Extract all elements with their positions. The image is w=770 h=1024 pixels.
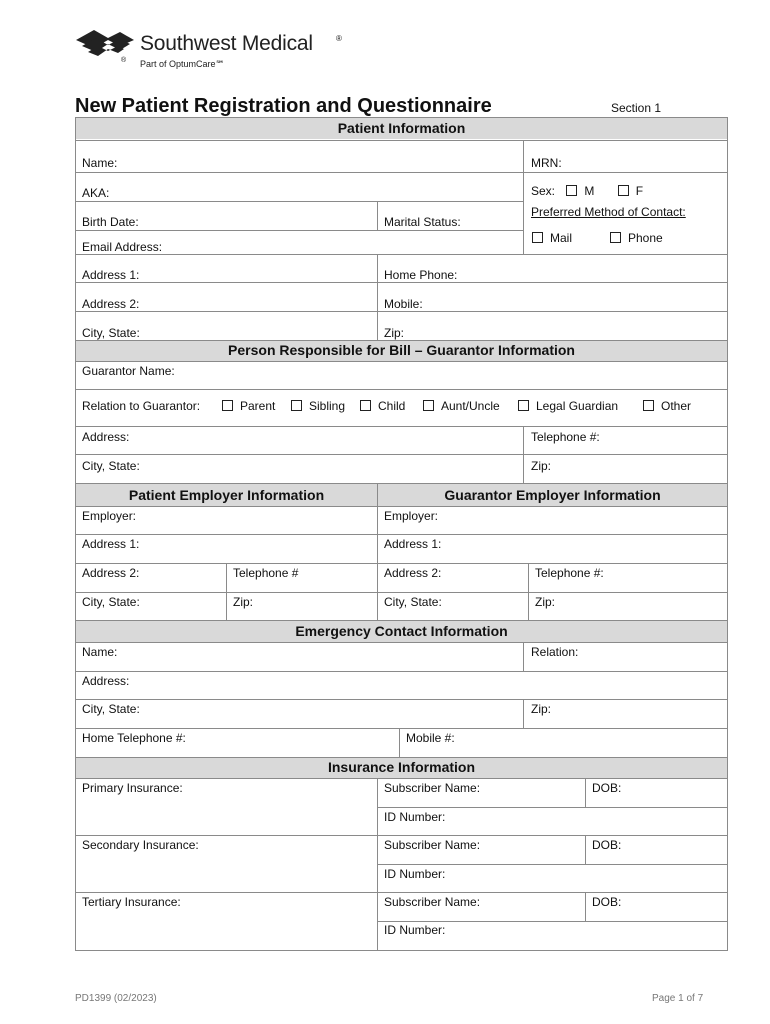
checkbox-icon xyxy=(518,400,529,411)
tertiary-id-field[interactable]: ID Number: xyxy=(384,923,446,937)
checkbox-icon xyxy=(423,400,434,411)
section-label: Section 1 xyxy=(611,101,662,115)
sex-m-checkbox[interactable] xyxy=(566,184,594,198)
rule xyxy=(75,671,728,672)
rule xyxy=(75,892,728,893)
rule xyxy=(377,201,378,230)
guarantor-header: Person Responsible for Bill – Guarantor Information xyxy=(228,342,575,358)
page-title: New Patient Registration and Questionnaire xyxy=(75,95,492,117)
primary-insurance-field[interactable]: Primary Insurance: xyxy=(82,781,183,795)
rule xyxy=(75,534,728,535)
rule xyxy=(585,835,586,864)
rule xyxy=(75,140,728,141)
rule xyxy=(75,340,728,341)
patient-employer-city-state-field[interactable]: City, State: xyxy=(82,595,140,609)
guarantor-employer-address2-field[interactable]: Address 2: xyxy=(384,566,442,580)
option-label: Other xyxy=(661,399,692,413)
rule xyxy=(523,642,524,671)
birth-date-field[interactable]: Birth Date: xyxy=(82,215,139,229)
patient-employer-zip-field[interactable]: Zip: xyxy=(233,595,254,609)
rule xyxy=(585,892,586,921)
checkbox-icon xyxy=(610,232,621,243)
guarantor-employer-address1-field[interactable]: Address 1: xyxy=(384,537,442,551)
primary-subscriber-field[interactable]: Subscriber Name: xyxy=(384,781,481,795)
patient-info-header: Patient Information xyxy=(337,120,466,136)
sex-f-label: F xyxy=(635,184,644,198)
emergency-address-field[interactable]: Address: xyxy=(82,674,130,688)
secondary-subscriber-field[interactable]: Subscriber Name: xyxy=(384,838,481,852)
emergency-home-tel-field[interactable]: Home Telephone #: xyxy=(82,731,186,745)
rule xyxy=(75,563,728,564)
rule xyxy=(75,728,728,729)
address1-field[interactable]: Address 1: xyxy=(82,268,140,282)
rule xyxy=(75,361,728,362)
patient-employer-telephone-field[interactable]: Telephone # xyxy=(233,566,299,580)
sex-f-checkbox[interactable] xyxy=(618,184,643,198)
guarantor-employer-header: Guarantor Employer Information xyxy=(444,487,661,503)
rule xyxy=(377,921,728,922)
sex-label: Sex: xyxy=(531,184,556,198)
guarantor-employer-field[interactable]: Employer: xyxy=(384,509,439,523)
rule xyxy=(399,728,400,757)
guarantor-employer-zip-field[interactable]: Zip: xyxy=(535,595,556,609)
rule xyxy=(523,699,524,728)
guarantor-name-field[interactable]: Guarantor Name: xyxy=(82,364,175,378)
rule xyxy=(523,140,524,254)
tertiary-subscriber-field[interactable]: Subscriber Name: xyxy=(384,895,481,909)
rule xyxy=(75,835,728,836)
rule xyxy=(75,454,728,455)
registered-mark: ® xyxy=(336,34,342,43)
rule xyxy=(75,699,728,700)
checkbox-icon xyxy=(291,400,302,411)
guarantor-telephone-field[interactable]: Telephone #: xyxy=(531,430,600,444)
secondary-insurance-field[interactable]: Secondary Insurance: xyxy=(82,838,199,852)
checkbox-icon xyxy=(618,185,629,196)
email-field[interactable]: Email Address: xyxy=(82,240,163,254)
rule xyxy=(377,254,378,341)
contact-mail-label: Mail xyxy=(550,231,573,245)
aka-field[interactable]: AKA: xyxy=(82,186,110,200)
sex-field xyxy=(531,184,643,198)
emergency-relation-field[interactable]: Relation: xyxy=(531,645,579,659)
checkbox-icon xyxy=(532,232,543,243)
rule xyxy=(75,778,728,779)
emergency-name-field[interactable]: Name: xyxy=(82,645,118,659)
frame-bottom xyxy=(75,950,728,951)
contact-phone-checkbox[interactable] xyxy=(610,231,663,245)
mobile-field[interactable]: Mobile: xyxy=(384,297,423,311)
guarantor-employer-city-state-field[interactable]: City, State: xyxy=(384,595,442,609)
tertiary-insurance-field[interactable]: Tertiary Insurance: xyxy=(82,895,181,909)
guarantor-zip-field[interactable]: Zip: xyxy=(531,459,552,473)
checkbox-icon xyxy=(643,400,654,411)
rule xyxy=(75,642,728,643)
patient-employer-header: Patient Employer Information xyxy=(128,487,325,503)
insurance-header: Insurance Information xyxy=(327,759,476,775)
rule xyxy=(75,506,728,507)
rule xyxy=(75,201,523,202)
emergency-city-state-field[interactable]: City, State: xyxy=(82,702,140,716)
rule xyxy=(75,311,728,312)
rule xyxy=(75,117,728,118)
brand-name: Southwest Medical xyxy=(140,32,313,55)
relation-child-checkbox[interactable] xyxy=(360,399,405,413)
relation-label: Relation to Guarantor: xyxy=(82,399,201,413)
checkbox-icon xyxy=(566,185,577,196)
rule xyxy=(377,807,728,808)
option-label: Child xyxy=(378,399,406,413)
form-code: PD1399 (02/2023) xyxy=(75,993,157,1004)
registered-mark-small: ® xyxy=(121,57,127,64)
emergency-mobile-field[interactable]: Mobile #: xyxy=(406,731,455,745)
secondary-dob-field[interactable]: DOB: xyxy=(592,838,622,852)
rule xyxy=(75,230,523,231)
brand-tagline: Part of OptumCare℠ xyxy=(140,59,225,69)
rule xyxy=(75,592,728,593)
checkbox-icon xyxy=(360,400,371,411)
option-label: Legal Guardian xyxy=(536,399,619,413)
rule xyxy=(226,563,227,620)
name-field[interactable]: Name: xyxy=(82,156,118,170)
home-phone-field[interactable]: Home Phone: xyxy=(384,268,458,282)
rule xyxy=(75,389,728,390)
emergency-zip-field[interactable]: Zip: xyxy=(531,702,552,716)
option-label: Aunt/Uncle xyxy=(441,399,500,413)
guarantor-employer-telephone-field[interactable]: Telephone #: xyxy=(535,566,604,580)
option-label: Parent xyxy=(240,399,276,413)
marital-status-field[interactable]: Marital Status: xyxy=(384,215,461,229)
emergency-header: Emergency Contact Information xyxy=(295,623,508,639)
relation-aunt-uncle-checkbox[interactable] xyxy=(423,399,500,413)
rule xyxy=(75,282,728,283)
guarantor-address-field[interactable]: Address: xyxy=(82,430,130,444)
rule xyxy=(75,426,728,427)
contact-phone-label: Phone xyxy=(628,231,663,245)
rule xyxy=(377,864,728,865)
patient-employer-address1-field[interactable]: Address 1: xyxy=(82,537,140,551)
contact-mail-checkbox[interactable] xyxy=(532,231,572,245)
guarantor-city-state-field[interactable]: City, State: xyxy=(82,459,140,473)
rule xyxy=(75,172,728,173)
patient-employer-field[interactable]: Employer: xyxy=(82,509,137,523)
sex-m-label: M xyxy=(584,184,595,198)
relation-parent-checkbox[interactable] xyxy=(222,399,275,413)
tertiary-dob-field[interactable]: DOB: xyxy=(592,895,622,909)
rule xyxy=(523,426,524,483)
rule xyxy=(585,778,586,807)
primary-dob-field[interactable]: DOB: xyxy=(592,781,622,795)
checkbox-icon xyxy=(222,400,233,411)
secondary-id-field[interactable]: ID Number: xyxy=(384,867,446,881)
rule xyxy=(528,563,529,620)
city-state-field[interactable]: City, State: xyxy=(82,326,140,340)
primary-id-field[interactable]: ID Number: xyxy=(384,810,446,824)
mrn-field[interactable]: MRN: xyxy=(531,156,562,170)
preferred-contact-label: Preferred Method of Contact: xyxy=(531,205,686,219)
relation-sibling-checkbox[interactable] xyxy=(291,399,345,413)
relation-legal-guardian-checkbox[interactable] xyxy=(518,399,618,413)
relation-other-checkbox[interactable] xyxy=(643,399,691,413)
page-number: Page 1 of 7 xyxy=(652,993,704,1004)
patient-employer-address2-field[interactable]: Address 2: xyxy=(82,566,140,580)
rule xyxy=(377,778,378,950)
option-label: Sibling xyxy=(309,399,346,413)
rule xyxy=(75,254,728,255)
address2-field[interactable]: Address 2: xyxy=(82,297,140,311)
zip-field[interactable]: Zip: xyxy=(384,326,405,340)
rule xyxy=(377,484,378,620)
